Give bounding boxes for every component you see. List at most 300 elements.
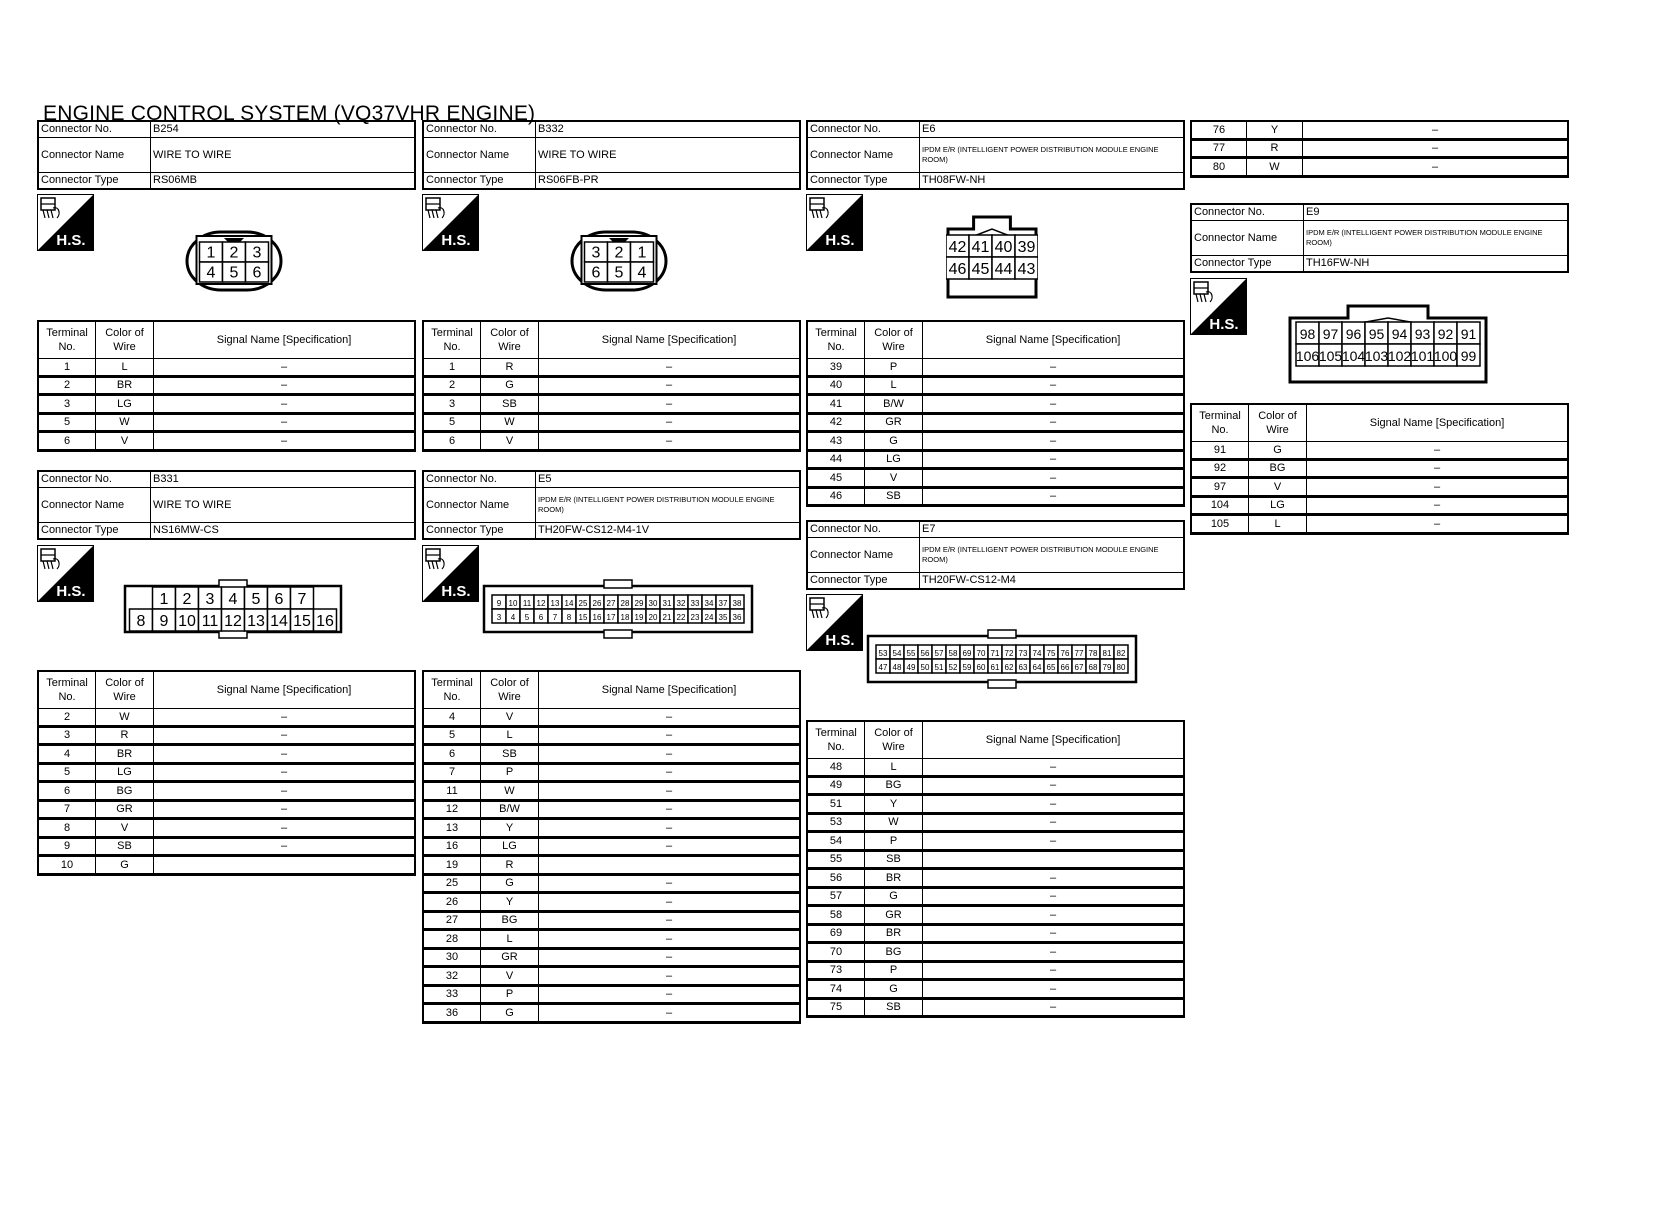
signal-name: –: [539, 376, 801, 395]
table-row: [423, 837, 800, 856]
signal-name: –: [154, 763, 416, 782]
signal-name: –: [539, 745, 801, 764]
harness-side-icon: [1190, 278, 1247, 335]
terminal-table: [806, 320, 1185, 507]
connector-info-label: Connector Type: [807, 173, 920, 190]
connector-info-label: Connector Type: [807, 573, 920, 590]
table-row: [1191, 121, 1568, 139]
svg-text:35: 35: [718, 612, 728, 622]
svg-text:13: 13: [550, 598, 560, 608]
connector-name-value: WIRE TO WIRE: [151, 138, 416, 173]
svg-text:81: 81: [1102, 648, 1112, 658]
svg-text:33: 33: [690, 598, 700, 608]
terminal-number: 6: [423, 432, 481, 451]
signal-name-header: Signal Name [Specification]: [1307, 404, 1569, 442]
table-row: [807, 887, 1184, 906]
terminal-number: 1: [38, 359, 96, 377]
terminal-number: 25: [423, 874, 481, 893]
terminal-number: 48: [807, 759, 865, 777]
svg-text:8: 8: [136, 613, 146, 631]
table-row: [38, 395, 415, 414]
signal-name: –: [539, 782, 801, 801]
wire-color: L: [865, 376, 923, 395]
svg-text:1: 1: [159, 591, 169, 609]
terminal-number: 74: [807, 980, 865, 999]
signal-name: –: [539, 874, 801, 893]
signal-name: –: [923, 869, 1185, 888]
terminal-number: 55: [807, 850, 865, 869]
svg-text:45: 45: [971, 261, 990, 279]
terminal-number: 28: [423, 930, 481, 949]
connector-info-label: Connector No.: [807, 521, 920, 538]
wire-color: R: [1247, 139, 1303, 158]
svg-text:59: 59: [962, 662, 972, 672]
terminal-number: 45: [807, 469, 865, 488]
connector-name-value: IPDM E/R (INTELLIGENT POWER DISTRIBUTION MODULE ENGINE ROOM): [536, 488, 801, 523]
svg-text:94: 94: [1391, 326, 1408, 343]
wire-color: G: [1249, 442, 1307, 460]
connector-type-value: TH16FW-NH: [1304, 256, 1569, 273]
svg-text:6: 6: [274, 591, 284, 609]
connector-type-value: TH08FW-NH: [920, 173, 1185, 190]
wire-color: G: [481, 874, 539, 893]
terminal-number: 16: [423, 837, 481, 856]
table-row: [807, 980, 1184, 999]
table-row: [38, 782, 415, 801]
signal-name: –: [154, 432, 416, 451]
wire-color: L: [865, 759, 923, 777]
svg-text:34: 34: [704, 598, 714, 608]
wire-color: R: [481, 359, 539, 377]
harness-side-icon: [37, 545, 94, 602]
table-row: [423, 856, 800, 875]
connector-info-label: Connector Name: [1191, 221, 1304, 256]
wire-color: Y: [481, 893, 539, 912]
svg-text:11: 11: [201, 613, 219, 631]
svg-text:63: 63: [1018, 662, 1028, 672]
wire-color: L: [1249, 515, 1307, 534]
connector-info-label: Connector Type: [38, 173, 151, 190]
svg-text:2: 2: [614, 244, 624, 262]
table-row: [807, 432, 1184, 451]
svg-text:75: 75: [1046, 648, 1056, 658]
signal-name: –: [923, 450, 1185, 469]
harness-side-icon: [422, 194, 479, 251]
wire-color: W: [96, 413, 154, 432]
connector-info-table: [1190, 203, 1569, 273]
connector-info-table: [806, 520, 1185, 590]
table-row: [807, 487, 1184, 506]
terminal-no-header: Terminal No.: [38, 321, 96, 359]
svg-text:77: 77: [1074, 648, 1084, 658]
svg-text:19: 19: [634, 612, 644, 622]
svg-text:2: 2: [229, 244, 239, 262]
connector-face-e6: [946, 215, 1038, 299]
svg-text:98: 98: [1299, 326, 1316, 343]
signal-name: –: [1303, 139, 1569, 158]
svg-text:104: 104: [1341, 348, 1366, 365]
signal-name: –: [539, 432, 801, 451]
signal-name: –: [539, 985, 801, 1004]
svg-text:38: 38: [732, 598, 742, 608]
svg-text:71: 71: [990, 648, 1000, 658]
wire-color: SB: [481, 745, 539, 764]
connector-name-value: WIRE TO WIRE: [151, 488, 416, 523]
svg-text:H.S.: H.S.: [441, 583, 471, 600]
svg-text:16: 16: [316, 613, 334, 631]
wire-color: B/W: [481, 800, 539, 819]
terminal-number: 56: [807, 869, 865, 888]
signal-name: –: [923, 887, 1185, 906]
wire-color: W: [96, 709, 154, 727]
connector-no-value: E5: [536, 471, 801, 488]
terminal-number: 13: [423, 819, 481, 838]
terminal-number: 6: [423, 745, 481, 764]
svg-text:12: 12: [224, 613, 242, 631]
wire-color: L: [96, 359, 154, 377]
svg-text:51: 51: [934, 662, 944, 672]
svg-text:27: 27: [606, 598, 616, 608]
connector-info-label: Connector Name: [807, 538, 920, 573]
table-row: [423, 800, 800, 819]
terminal-no-header: Terminal No.: [807, 321, 865, 359]
wire-color: SB: [865, 850, 923, 869]
wire-color: BG: [865, 776, 923, 795]
wire-color: LG: [865, 450, 923, 469]
terminal-number: 36: [423, 1004, 481, 1023]
terminal-number: 19: [423, 856, 481, 875]
wire-color: L: [481, 726, 539, 745]
terminal-number: 97: [1191, 478, 1249, 497]
svg-text:26: 26: [592, 598, 602, 608]
terminal-number: 4: [38, 745, 96, 764]
terminal-table: [37, 670, 416, 876]
terminal-number: 10: [38, 856, 96, 875]
signal-name-header: Signal Name [Specification]: [154, 671, 416, 709]
svg-text:60: 60: [976, 662, 986, 672]
signal-name: –: [539, 948, 801, 967]
connector-info-label: Connector No.: [38, 121, 151, 138]
signal-name: –: [154, 837, 416, 856]
terminal-number: 75: [807, 998, 865, 1017]
signal-name: –: [539, 709, 801, 727]
svg-text:18: 18: [620, 612, 630, 622]
svg-text:31: 31: [662, 598, 672, 608]
wire-color: W: [481, 782, 539, 801]
table-row: [423, 948, 800, 967]
table-row: [1191, 478, 1568, 497]
table-row: [1191, 496, 1568, 515]
wire-color: V: [96, 432, 154, 451]
svg-text:5: 5: [614, 264, 624, 282]
connector-no-value: E6: [920, 121, 1185, 138]
terminal-number: 76: [1191, 121, 1247, 139]
terminal-number: 5: [38, 763, 96, 782]
svg-text:3: 3: [591, 244, 601, 262]
signal-name: –: [1303, 121, 1569, 139]
terminal-number: 104: [1191, 496, 1249, 515]
table-row: [807, 869, 1184, 888]
svg-text:4: 4: [510, 612, 516, 622]
wire-color: LG: [1249, 496, 1307, 515]
terminal-number: 80: [1191, 158, 1247, 177]
signal-name: –: [1307, 442, 1569, 460]
svg-text:H.S.: H.S.: [56, 232, 86, 249]
terminal-number: 39: [807, 359, 865, 377]
terminal-number: 57: [807, 887, 865, 906]
svg-text:102: 102: [1387, 348, 1412, 365]
table-row: [38, 709, 415, 727]
signal-name: –: [1307, 459, 1569, 478]
terminal-no-header: Terminal No.: [423, 671, 481, 709]
svg-text:76: 76: [1060, 648, 1070, 658]
table-row: [38, 745, 415, 764]
svg-text:15: 15: [293, 613, 311, 631]
wire-color: GR: [865, 906, 923, 925]
wire-color: P: [865, 359, 923, 377]
connector-no-value: B331: [151, 471, 416, 488]
signal-name: –: [923, 795, 1185, 814]
svg-text:96: 96: [1345, 326, 1362, 343]
terminal-number: 3: [423, 395, 481, 414]
connector-info-label: Connector Name: [38, 138, 151, 173]
svg-text:14: 14: [564, 598, 574, 608]
wire-color: GR: [481, 948, 539, 967]
svg-text:7: 7: [552, 612, 558, 622]
svg-text:9: 9: [496, 598, 502, 608]
svg-text:21: 21: [662, 612, 672, 622]
table-row: [423, 893, 800, 912]
connector-no-value: B254: [151, 121, 416, 138]
connector-face-b332: [570, 222, 668, 294]
connector-info-label: Connector Name: [38, 488, 151, 523]
terminal-number: 1: [423, 359, 481, 377]
wire-color-header: Color of Wire: [1249, 404, 1307, 442]
table-row: [423, 967, 800, 986]
signal-name: –: [539, 800, 801, 819]
terminal-number: 105: [1191, 515, 1249, 534]
svg-text:15: 15: [578, 612, 588, 622]
table-row: [423, 874, 800, 893]
svg-text:58: 58: [948, 648, 958, 658]
svg-text:4: 4: [637, 264, 647, 282]
terminal-number: 8: [38, 819, 96, 838]
wire-color: SB: [865, 998, 923, 1017]
terminal-number: 5: [423, 726, 481, 745]
wire-color: G: [481, 1004, 539, 1023]
svg-text:57: 57: [934, 648, 944, 658]
svg-text:44: 44: [994, 261, 1013, 279]
svg-text:11: 11: [522, 598, 532, 608]
table-row: [38, 359, 415, 377]
svg-text:69: 69: [962, 648, 972, 658]
terminal-number: 32: [423, 967, 481, 986]
svg-text:68: 68: [1088, 662, 1098, 672]
table-row: [423, 726, 800, 745]
signal-name: –: [1307, 478, 1569, 497]
terminal-number: 58: [807, 906, 865, 925]
wire-color: G: [865, 980, 923, 999]
svg-text:1: 1: [206, 244, 216, 262]
connector-type-value: RS06MB: [151, 173, 416, 190]
wire-color: P: [865, 961, 923, 980]
terminal-number: 26: [423, 893, 481, 912]
signal-name: –: [923, 487, 1185, 506]
connector-info-table: [37, 470, 416, 540]
terminal-number: 7: [423, 763, 481, 782]
signal-name: –: [539, 837, 801, 856]
wire-color-header: Color of Wire: [865, 721, 923, 759]
signal-name: –: [923, 376, 1185, 395]
terminal-number: 5: [423, 413, 481, 432]
connector-face-e5: [482, 578, 754, 640]
svg-text:9: 9: [159, 613, 169, 631]
table-row: [38, 763, 415, 782]
table-row: [807, 998, 1184, 1017]
terminal-number: 6: [38, 432, 96, 451]
terminal-table: [422, 670, 801, 1024]
terminal-number: 11: [423, 782, 481, 801]
connector-face-e7: [866, 628, 1138, 690]
svg-text:3: 3: [496, 612, 502, 622]
signal-name: –: [539, 1004, 801, 1023]
connector-name-value: WIRE TO WIRE: [536, 138, 801, 173]
svg-text:62: 62: [1004, 662, 1014, 672]
connector-type-value: TH20FW-CS12-M4-1V: [536, 523, 801, 540]
signal-name: –: [923, 776, 1185, 795]
terminal-table: [422, 320, 801, 452]
connector-info-label: Connector Type: [1191, 256, 1304, 273]
connector-type-value: RS06FB-PR: [536, 173, 801, 190]
table-row: [38, 376, 415, 395]
svg-text:78: 78: [1088, 648, 1098, 658]
table-row: [807, 776, 1184, 795]
table-row: [807, 813, 1184, 832]
signal-name: –: [923, 395, 1185, 414]
wire-color: G: [481, 376, 539, 395]
terminal-number: 7: [38, 800, 96, 819]
terminal-table: [37, 320, 416, 452]
wire-color: BG: [481, 911, 539, 930]
table-row: [423, 930, 800, 949]
svg-text:92: 92: [1437, 326, 1454, 343]
table-row: [423, 709, 800, 727]
terminal-number: 44: [807, 450, 865, 469]
wire-color: BG: [1249, 459, 1307, 478]
table-row: [807, 376, 1184, 395]
svg-text:4: 4: [228, 591, 238, 609]
table-row: [423, 1004, 800, 1023]
terminal-number: 12: [423, 800, 481, 819]
connector-info-table: [422, 120, 801, 190]
terminal-table: [1190, 403, 1569, 535]
terminal-number: 2: [38, 376, 96, 395]
connector-info-label: Connector Name: [807, 138, 920, 173]
svg-text:32: 32: [676, 598, 686, 608]
connector-info-label: Connector Name: [423, 138, 536, 173]
table-row: [38, 800, 415, 819]
wire-color: L: [481, 930, 539, 949]
terminal-number: 40: [807, 376, 865, 395]
signal-name: –: [539, 726, 801, 745]
harness-side-icon: [806, 594, 863, 651]
wire-color: BR: [865, 869, 923, 888]
svg-text:105: 105: [1318, 348, 1343, 365]
table-row: [38, 837, 415, 856]
svg-text:80: 80: [1116, 662, 1126, 672]
signal-name: –: [539, 395, 801, 414]
svg-text:100: 100: [1433, 348, 1458, 365]
signal-name: –: [539, 930, 801, 949]
signal-name: –: [923, 813, 1185, 832]
svg-text:41: 41: [971, 239, 990, 257]
connector-face-b254: [185, 222, 283, 294]
table-row: [807, 961, 1184, 980]
signal-name: –: [923, 432, 1185, 451]
table-row: [423, 376, 800, 395]
svg-text:42: 42: [948, 239, 967, 257]
table-row: [807, 924, 1184, 943]
svg-text:4: 4: [206, 264, 216, 282]
table-row: [807, 850, 1184, 869]
terminal-no-header: Terminal No.: [38, 671, 96, 709]
signal-name: –: [1307, 496, 1569, 515]
terminal-no-header: Terminal No.: [1191, 404, 1249, 442]
svg-text:14: 14: [270, 613, 288, 631]
wire-color: SB: [96, 837, 154, 856]
signal-name: –: [923, 906, 1185, 925]
wire-color: W: [1247, 158, 1303, 177]
connector-info-label: Connector Type: [423, 523, 536, 540]
signal-name: –: [539, 763, 801, 782]
wire-color: BR: [865, 924, 923, 943]
wire-color-header: Color of Wire: [96, 671, 154, 709]
svg-text:7: 7: [297, 591, 307, 609]
terminal-number: 3: [38, 395, 96, 414]
svg-text:49: 49: [906, 662, 916, 672]
svg-text:55: 55: [906, 648, 916, 658]
wire-color: P: [865, 832, 923, 851]
table-row: [423, 782, 800, 801]
wire-color: P: [481, 763, 539, 782]
svg-text:H.S.: H.S.: [825, 232, 855, 249]
svg-text:22: 22: [676, 612, 686, 622]
svg-text:103: 103: [1364, 348, 1389, 365]
svg-text:79: 79: [1102, 662, 1112, 672]
svg-text:99: 99: [1460, 348, 1477, 365]
svg-text:48: 48: [892, 662, 902, 672]
terminal-number: 41: [807, 395, 865, 414]
signal-name-header: Signal Name [Specification]: [923, 321, 1185, 359]
svg-text:5: 5: [524, 612, 530, 622]
connector-name-value: IPDM E/R (INTELLIGENT POWER DISTRIBUTION MODULE ENGINE ROOM): [920, 138, 1185, 173]
wire-color-header: Color of Wire: [865, 321, 923, 359]
svg-text:101: 101: [1410, 348, 1435, 365]
table-row: [807, 943, 1184, 962]
wire-color: LG: [96, 395, 154, 414]
signal-name: –: [154, 709, 416, 727]
table-row: [1191, 139, 1568, 158]
svg-text:H.S.: H.S.: [56, 583, 86, 600]
table-row: [807, 395, 1184, 414]
svg-text:17: 17: [606, 612, 616, 622]
signal-name: –: [1303, 158, 1569, 177]
terminal-number: 43: [807, 432, 865, 451]
terminal-number: 30: [423, 948, 481, 967]
wire-color: V: [481, 967, 539, 986]
signal-name: –: [923, 943, 1185, 962]
wire-color: BR: [96, 376, 154, 395]
